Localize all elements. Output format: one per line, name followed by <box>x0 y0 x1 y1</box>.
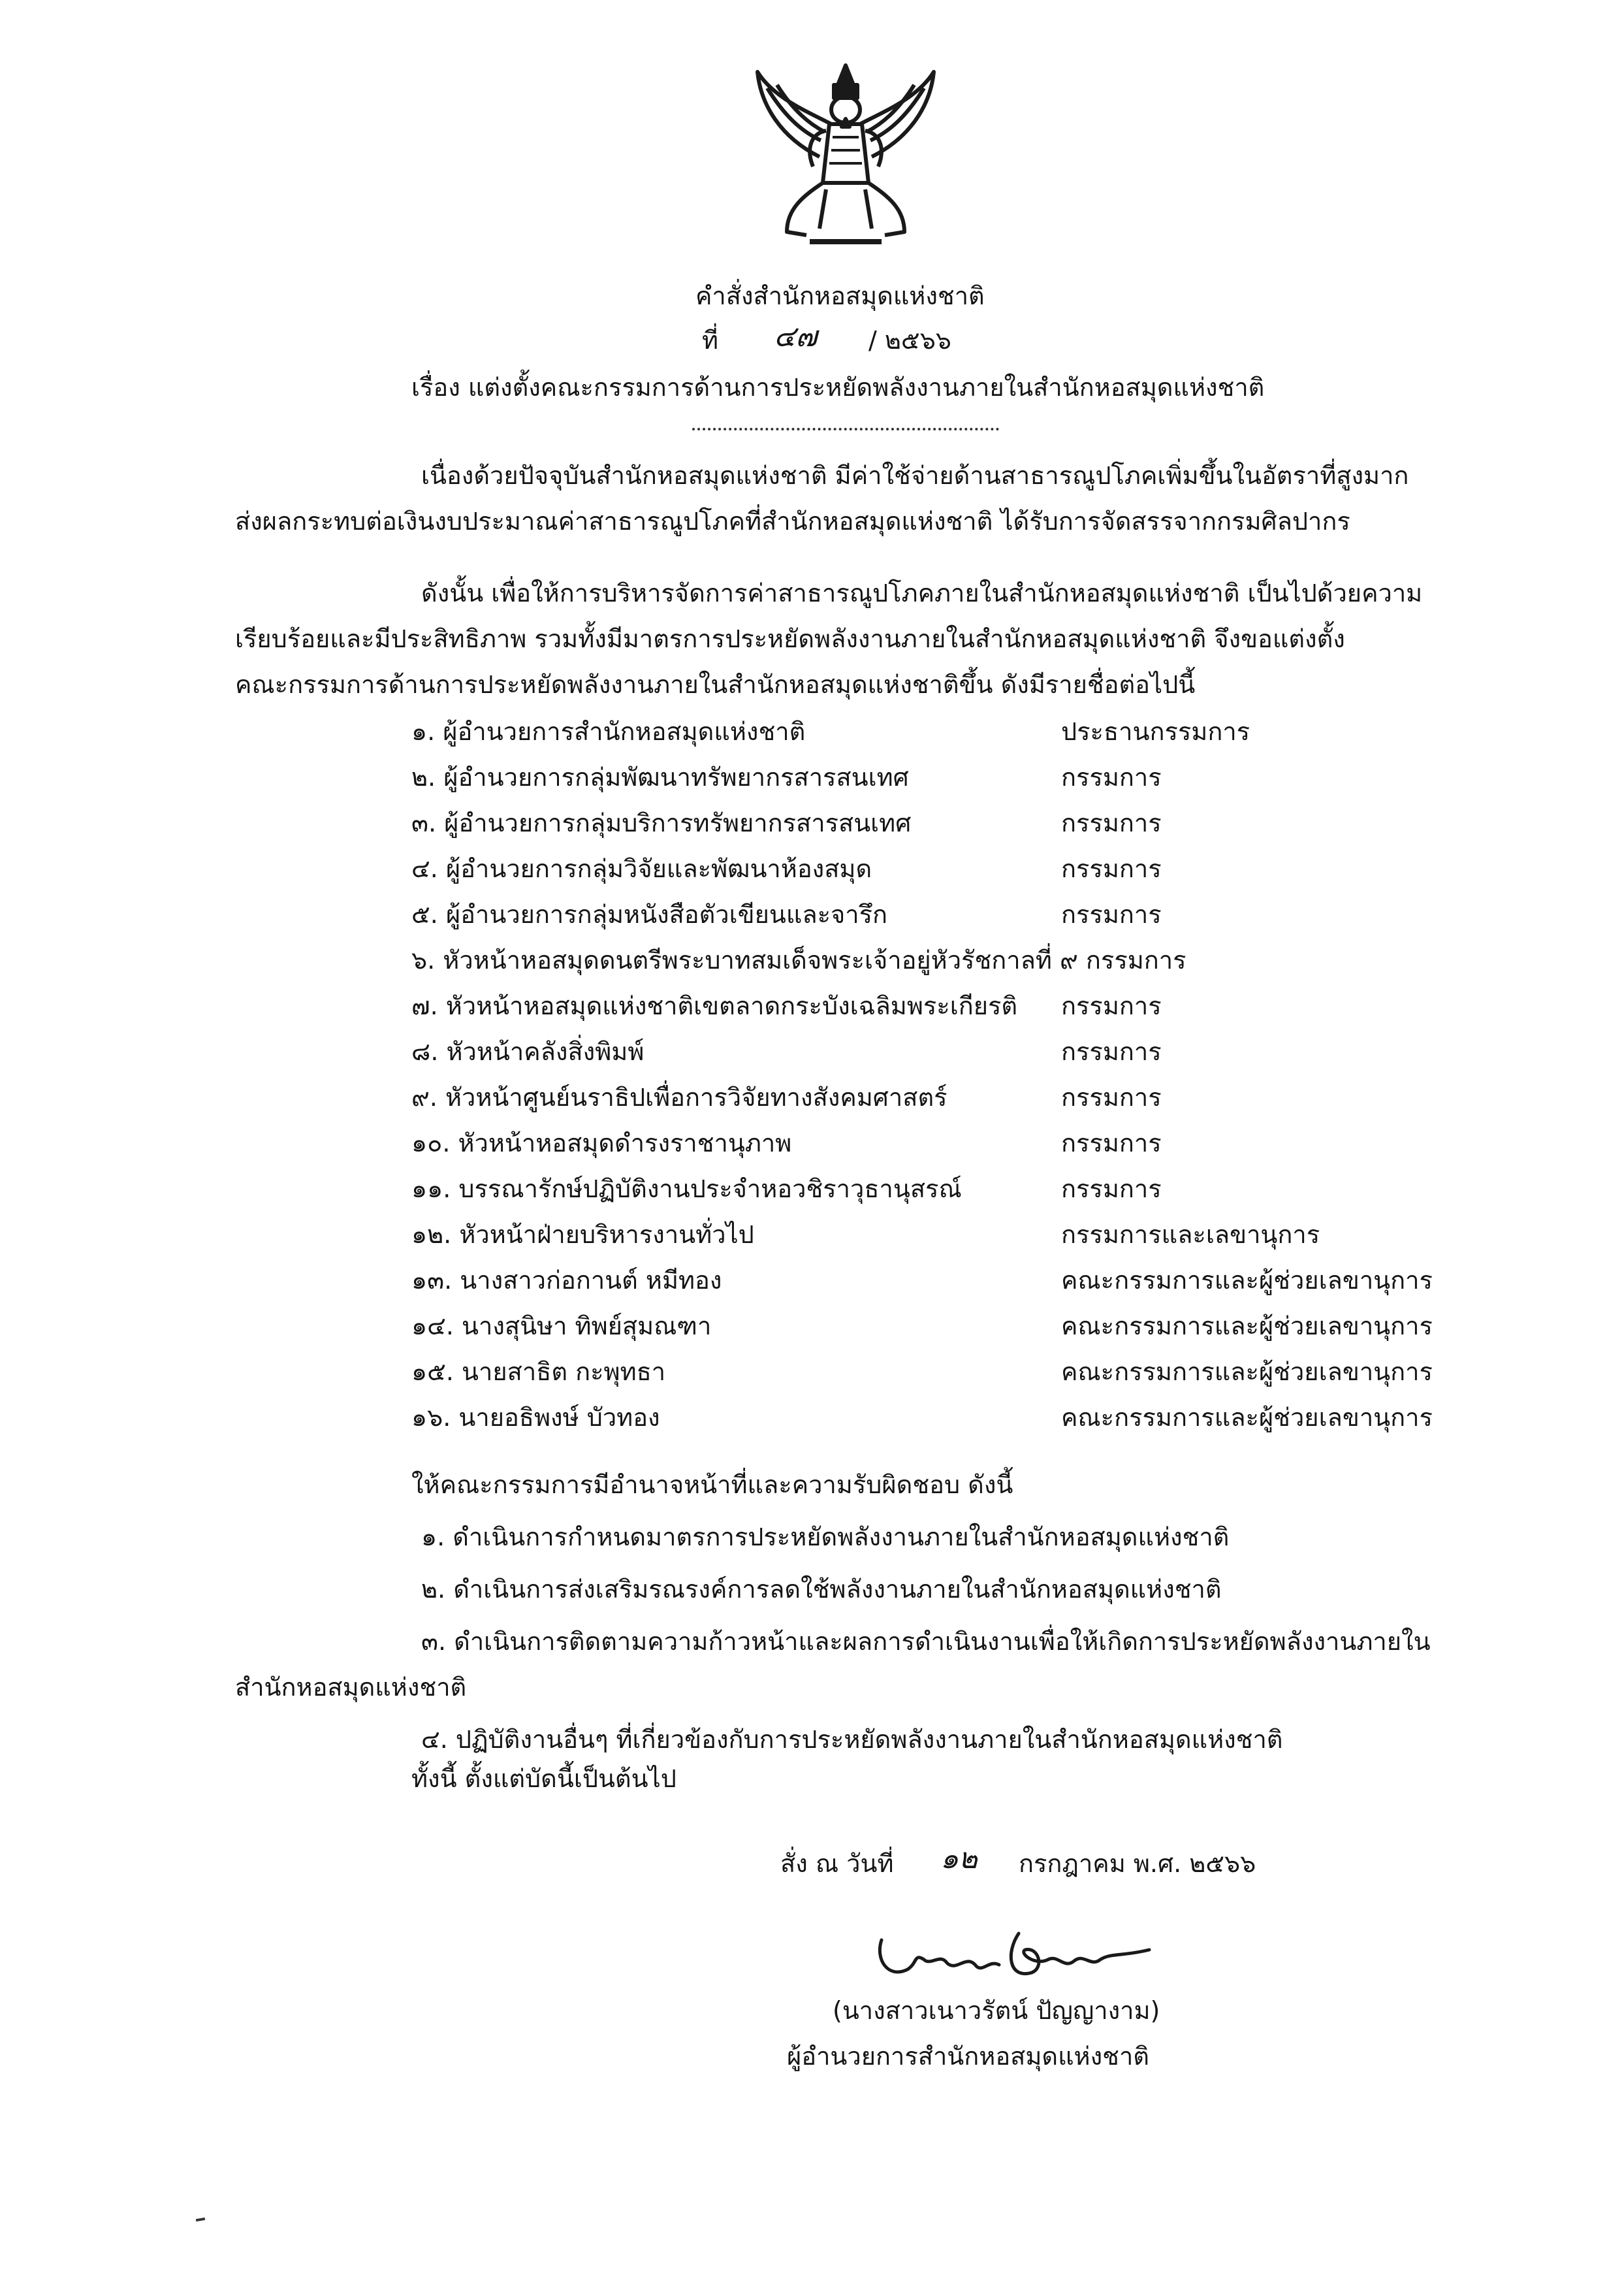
separator-dotted-line <box>692 428 999 430</box>
committee-member: ๖. หัวหน้าหอสมุดดนตรีพระบาทสมเด็จพระเจ้าอยู่หัวรัชกาลที่ ๙ กรรมการ <box>411 946 1186 975</box>
committee-role: คณะกรรมการและผู้ช่วยเลขานุการ <box>1061 1266 1433 1295</box>
committee-role: คณะกรรมการและผู้ช่วยเลขานุการ <box>1061 1403 1433 1432</box>
garuda-emblem-icon <box>748 59 944 255</box>
date-month-year: กรกฎาคม พ.ศ. ๒๕๖๖ <box>1019 1849 1256 1878</box>
committee-member: ๑. ผู้อำนวยการสำนักหอสมุดแห่งชาติ <box>411 717 806 746</box>
order-number-year: / ๒๕๖๖ <box>868 326 951 355</box>
committee-role: กรรมการ <box>1061 1174 1162 1203</box>
committee-member: ๑๔. นางสุนิษา ทิพย์สุมณฑา <box>411 1312 712 1340</box>
signature-icon <box>868 1914 1162 1992</box>
committee-role: กรรมการ <box>1061 1037 1162 1066</box>
duty-item: ๔. ปฏิบัติงานอื่นๆ ที่เกี่ยวข้องกับการประหยัดพลังงานภายในสำนักหอสมุดแห่งชาติ <box>421 1725 1283 1754</box>
scan-mark <box>196 2218 205 2221</box>
duty-item: ๑. ดำเนินการกำหนดมาตรการประหยัดพลังงานภายในสำนักหอสมุดแห่งชาติ <box>421 1523 1230 1551</box>
committee-role: กรรมการและเลขานุการ <box>1061 1220 1320 1249</box>
committee-member: ๓. ผู้อำนวยการกลุ่มบริการทรัพยากรสารสนเทศ <box>411 809 912 837</box>
committee-member: ๑๖. นายอธิพงษ์ บัวทอง <box>411 1403 660 1432</box>
intro-p2-line1: ดังนั้น เพื่อให้การบริหารจัดการค่าสาธารณูปโภคภายในสำนักหอสมุดแห่งชาติ เป็นไปด้วยความ <box>421 579 1423 607</box>
order-number-handwritten: ๔๗ <box>774 320 818 353</box>
committee-role: กรรมการ <box>1061 900 1162 929</box>
committee-member: ๑๓. นางสาวก่อกานต์ หมีทอง <box>411 1266 722 1295</box>
committee-member: ๗. หัวหน้าหอสมุดแห่งชาติเขตลาดกระบังเฉลิมพระเกียรติ <box>411 992 1018 1020</box>
committee-member: ๑๐. หัวหน้าหอสมุดดำรงราชานุภาพ <box>411 1129 792 1157</box>
duty-item: ๓. ดำเนินการติดตามความก้าวหน้าและผลการดำเนินงานเพื่อให้เกิดการประหยัดพลังงานภายใน <box>421 1627 1431 1656</box>
effective-clause: ทั้งนี้ ตั้งแต่บัดนี้เป็นต้นไป <box>411 1764 677 1793</box>
committee-role: กรรมการ <box>1061 854 1162 883</box>
committee-member: ๘. หัวหน้าคลังสิ่งพิมพ์ <box>411 1037 645 1066</box>
order-subject: เรื่อง แต่งตั้งคณะกรรมการด้านการประหยัดพลังงานภายในสำนักหอสมุดแห่งชาติ <box>411 373 1265 402</box>
order-title: คำสั่งสำนักหอสมุดแห่งชาติ <box>695 282 985 310</box>
committee-member: ๕. ผู้อำนวยการกลุ่มหนังสือตัวเขียนและจารึก <box>411 900 888 929</box>
intro-p2-line3: คณะกรรมการด้านการประหยัดพลังงานภายในสำนักหอสมุดแห่งชาติขึ้น ดังมีรายชื่อต่อไปนี้ <box>235 670 1196 699</box>
committee-role: กรรมการ <box>1061 763 1162 792</box>
date-prefix: สั่ง ณ วันที่ <box>780 1849 894 1878</box>
intro-p1-line2: ส่งผลกระทบต่อเงินงบประมาณค่าสาธารณูปโภคที่สำนักหอสมุดแห่งชาติ ได้รับการจัดสรรจากกรมศิลปากร <box>235 507 1350 536</box>
intro-p1-line1: เนื่องด้วยปัจจุบันสำนักหอสมุดแห่งชาติ มีค่าใช้จ่ายด้านสาธารณูปโภคเพิ่มขึ้นในอัตราที่สูงมาก <box>421 461 1409 490</box>
date-day-handwritten: ๑๒ <box>940 1842 978 1875</box>
signatory-name: (นางสาวเนาวรัตน์ ปัญญางาม) <box>833 1996 1160 2025</box>
committee-role: กรรมการ <box>1061 809 1162 837</box>
committee-member: ๔. ผู้อำนวยการกลุ่มวิจัยและพัฒนาห้องสมุด <box>411 854 872 883</box>
duty-item: ๒. ดำเนินการส่งเสริมรณรงค์การลดใช้พลังงานภายในสำนักหอสมุดแห่งชาติ <box>421 1575 1222 1604</box>
committee-member: ๙. หัวหน้าศูนย์นราธิปเพื่อการวิจัยทางสังคมศาสตร์ <box>411 1083 947 1112</box>
committee-role: กรรมการ <box>1061 1083 1162 1112</box>
order-number-prefix: ที่ <box>702 326 719 355</box>
committee-member: ๑๑. บรรณารักษ์ปฏิบัติงานประจำหอวชิราวุธานุสรณ์ <box>411 1174 962 1203</box>
committee-role: กรรมการ <box>1061 1129 1162 1157</box>
committee-member: ๒. ผู้อำนวยการกลุ่มพัฒนาทรัพยากรสารสนเทศ <box>411 763 909 792</box>
committee-role: คณะกรรมการและผู้ช่วยเลขานุการ <box>1061 1312 1433 1340</box>
committee-role: คณะกรรมการและผู้ช่วยเลขานุการ <box>1061 1357 1433 1386</box>
committee-member: ๑๕. นายสาธิต กะพุทธา <box>411 1357 666 1386</box>
committee-role: กรรมการ <box>1061 992 1162 1020</box>
signatory-title: ผู้อำนวยการสำนักหอสมุดแห่งชาติ <box>787 2042 1149 2071</box>
duties-intro: ให้คณะกรรมการมีอำนาจหน้าที่และความรับผิดชอบ ดังนี้ <box>411 1470 1013 1499</box>
intro-p2-line2: เรียบร้อยและมีประสิทธิภาพ รวมทั้งมีมาตรการประหยัดพลังงานภายในสำนักหอสมุดแห่งชาติ จึงขอแต่งตั้ง <box>235 624 1345 653</box>
committee-role: ประธานกรรมการ <box>1061 717 1250 746</box>
duty-item-continued: สำนักหอสมุดแห่งชาติ <box>235 1673 467 1702</box>
committee-member: ๑๒. หัวหน้าฝ่ายบริหารงานทั่วไป <box>411 1220 754 1249</box>
